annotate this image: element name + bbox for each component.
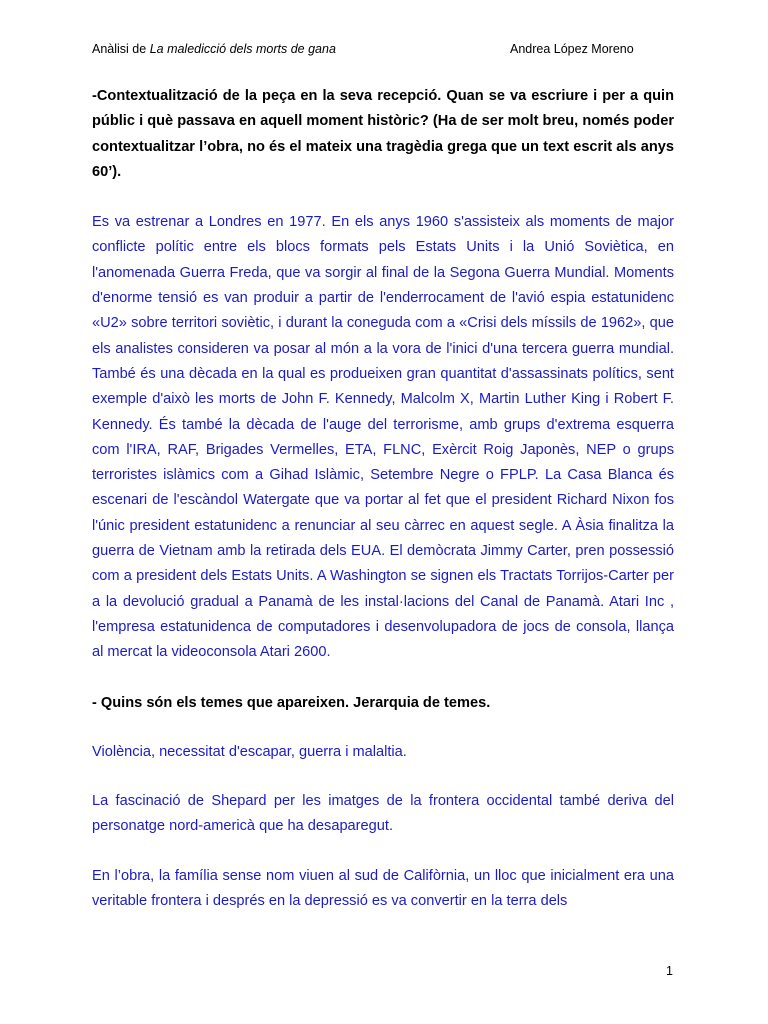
question-themes: - Quins són els temes que apareixen. Jerarquia de temes. <box>92 694 491 711</box>
question-context: -Contextualització de la peça en la seva recepció. Quan se va escriure i per a quin públic i què passava en aquell moment històric? (Ha de ser molt breu, només poder contextualitzar l’obra, no és el mateix una tragèdia grega que un text escrit als anys 60’). <box>92 88 674 180</box>
document-body <box>92 84 674 914</box>
header-author: Andrea López Moreno <box>510 42 634 56</box>
page-number: 1 <box>666 964 673 978</box>
header-document-title <box>92 42 336 56</box>
page-header <box>92 42 676 60</box>
header-title-prefix: Anàlisi de <box>92 42 150 56</box>
answer-family-setting: En l’obra, la família sense nom viuen al sud de Califòrnia, un lloc que inicialment era una veritable frontera i després en la depressió es va convertir en la terra dels <box>92 867 674 910</box>
answer-context: Es va estrenar a Londres en 1977. En els anys 1960 s'assisteix als moments de major conflicte polític entre els blocs formats pels Estats Units i la Unió Soviètica, en l'anomenada Guerra Freda, que va sorgir al final de la Segona Guerra Mundial. Moments d'enorme tensió es van produir a partir de l'enderrocament de l'avió espia estatunidenc «U2» sobre territori soviètic, i durant la coneguda com a «Crisi dels míssils de 1962», que els analistes consideren va posar al món a la vora de l'inici d'una tercera guerra mundial. També és una dècada en la qual es produeixen gran quantitat d'assassinats polítics, sent exemple d'això les morts de John F. Kennedy, Malcolm X, Martin Luther King i Robert F. Kennedy. És també la dècada de l'auge del terrorisme, amb grups d'extrema esquerra com l'IRA, RAF, Brigades Vermelles, ETA, FLNC, Exèrcit Roig Japonès, NEP o grups terroristes islàmics com a Gihad Islàmic, Setembre Negre o FPLP. La Casa Blanca és escenari de l'escàndol Watergate que va portar al fet que el president Richard Nixon fos l'únic president estatunidenc a renunciar al seu càrrec en aquest segle. A Àsia finalitza la guerra de Vietnam amb la retirada dels EUA. El demòcrata Jimmy Carter, pren possessió com a president dels Estats Units. A Washington se signen els Tractats Torrijos-Carter per a la devolució gradual a Panamà de les instal·lacions del Canal de Panamà. Atari Inc , l'empresa estatunidenca de computadores i desenvolupadora de jocs de consola, llança al mercat la videoconsola Atari 2600. <box>92 214 674 661</box>
header-work-title: La maledicció dels morts de gana <box>149 42 336 56</box>
answer-themes-list: Violència, necessitat d'escapar, guerra i malaltia. <box>92 743 407 760</box>
answer-frontier: La fascinació de Shepard per les imatges de la frontera occidental també deriva del personatge nord-americà que ha desaparegut. <box>92 793 674 835</box>
